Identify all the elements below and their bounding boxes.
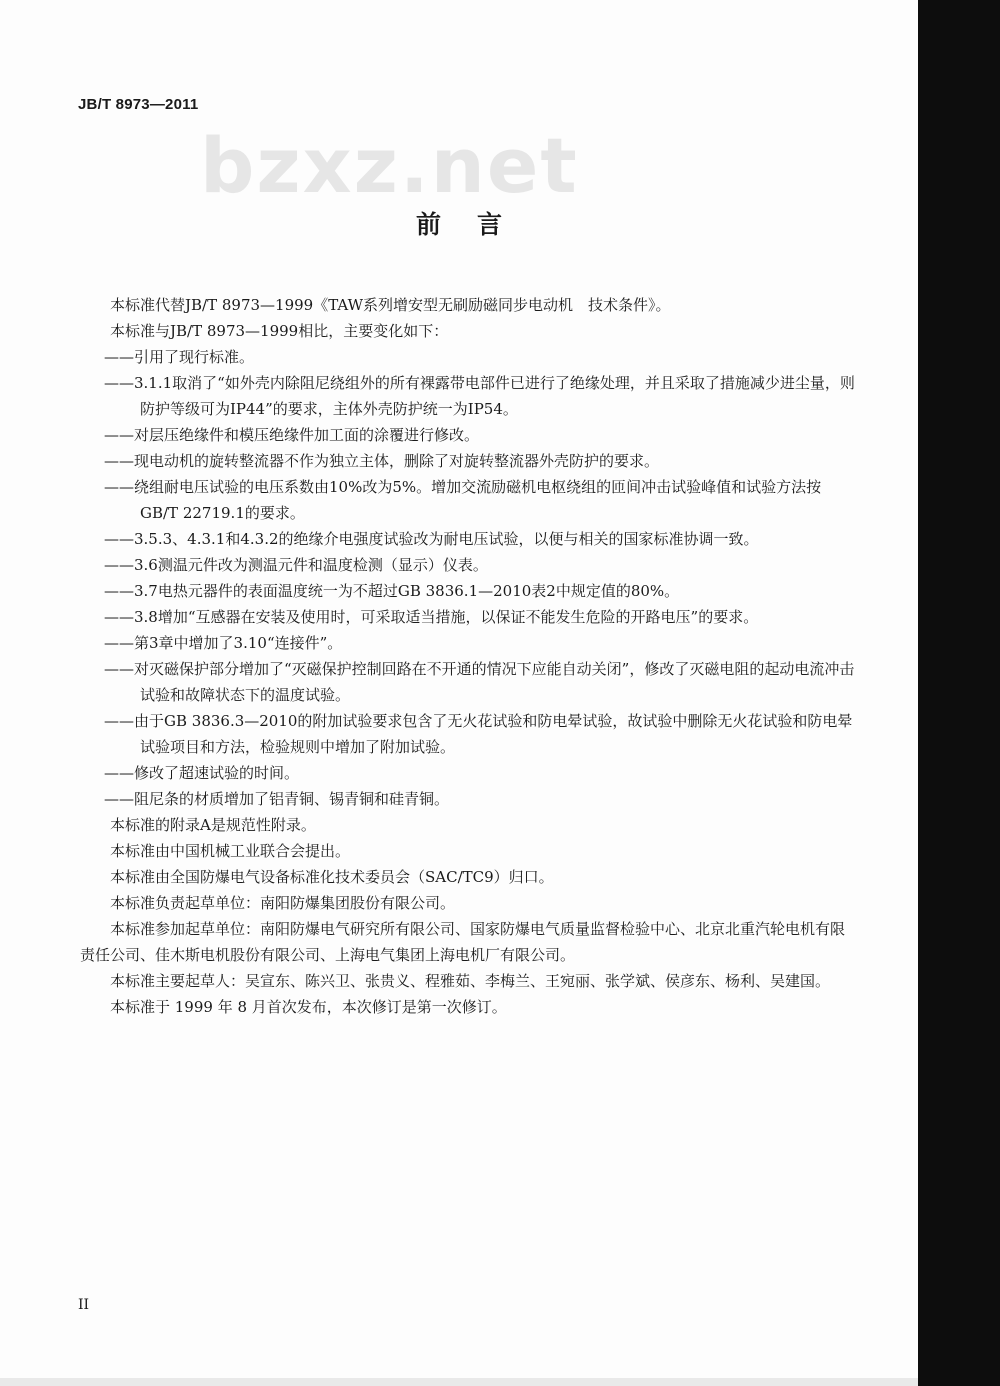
page-title: 前言 <box>415 210 538 239</box>
change-item: ——由于GB 3836.3—2010的附加试验要求包含了无火花试验和防电晕试验，故试验中删除无火花试验和防电晕试验项目和方法，检验规则中增加了附加试验。 <box>104 712 853 756</box>
change-item: ——阻尼条的材质增加了铝青铜、锡青铜和硅青铜。 <box>104 790 450 808</box>
change-item: ——3.7电热元器件的表面温度统一为不超过GB 3836.1—2010表2中规定值的80%。 <box>104 582 680 600</box>
change-item: ——第3章中增加了3.10“连接件”。 <box>104 634 343 652</box>
page-number: II <box>78 1297 90 1313</box>
paragraph: 本标准于 1999 年 8 月首次发布，本次修订是第一次修订。 <box>110 998 507 1016</box>
watermark-text: bzxz.net <box>200 121 579 210</box>
paragraph: 本标准的附录A是规范性附录。 <box>110 816 316 834</box>
change-item: ——对层压绝缘件和模压绝缘件加工面的涂覆进行修改。 <box>104 426 480 444</box>
change-item: ——现电动机的旋转整流器不作为独立主体，删除了对旋转整流器外壳防护的要求。 <box>104 452 660 470</box>
change-item: ——3.5.3、4.3.1和4.3.2的绝缘介电强度试验改为耐电压试验，以便与相关的国家标准协调一致。 <box>104 530 759 548</box>
standard-code: JB/T 8973—2011 <box>78 96 199 113</box>
paragraph: 本标准主要起草人：吴宣东、陈兴卫、张贵义、程雅茹、李梅兰、王宛丽、张学斌、侯彦东、杨利、吴建国。 <box>110 972 831 990</box>
viewer-side-panel <box>918 0 1000 1386</box>
paragraph: 本标准参加起草单位：南阳防爆电气研究所有限公司、国家防爆电气质量监督检验中心、北京北重汽轮电机有限责任公司、佳木斯电机股份有限公司、上海电气集团上海电机厂有限公司。 <box>80 920 846 964</box>
change-item: ——3.6测温元件改为测温元件和温度检测（显示）仪表。 <box>104 556 488 574</box>
change-item: ——修改了超速试验的时间。 <box>104 764 300 782</box>
change-item: ——3.8增加“互感器在安装及使用时，可采取适当措施，以保证不能发生危险的开路电压”的要求。 <box>104 608 759 626</box>
foreword-body <box>80 292 856 1020</box>
page-bottom-edge <box>0 1378 918 1386</box>
change-item: ——绕组耐电压试验的电压系数由10%改为5%。增加交流励磁机电枢绕组的匝间冲击试验峰值和试验方法按GB/T 22719.1的要求。 <box>104 478 822 522</box>
paragraph: 本标准由中国机械工业联合会提出。 <box>110 842 351 860</box>
change-item: ——引用了现行标准。 <box>104 348 255 366</box>
change-item: ——3.1.1取消了“如外壳内除阻尼绕组外的所有裸露带电部件已进行了绝缘处理，并且采取了措施减少进尘量，则防护等级可为IP44”的要求，主体外壳防护统一为IP54。 <box>104 374 855 418</box>
paragraph: 本标准与JB/T 8973—1999相比，主要变化如下： <box>110 322 449 340</box>
paragraph: 本标准负责起草单位：南阳防爆集团股份有限公司。 <box>110 894 456 912</box>
paragraph: 本标准由全国防爆电气设备标准化技术委员会（SAC/TC9）归口。 <box>110 868 554 886</box>
paragraph: 本标准代替JB/T 8973—1999《TAW系列增安型无刷励磁同步电动机 技术条件》。 <box>110 296 671 314</box>
change-item: ——对灭磁保护部分增加了“灭磁保护控制回路在不开通的情况下应能自动关闭”，修改了灭磁电阻的起动电流冲击试验和故障状态下的温度试验。 <box>104 660 855 704</box>
